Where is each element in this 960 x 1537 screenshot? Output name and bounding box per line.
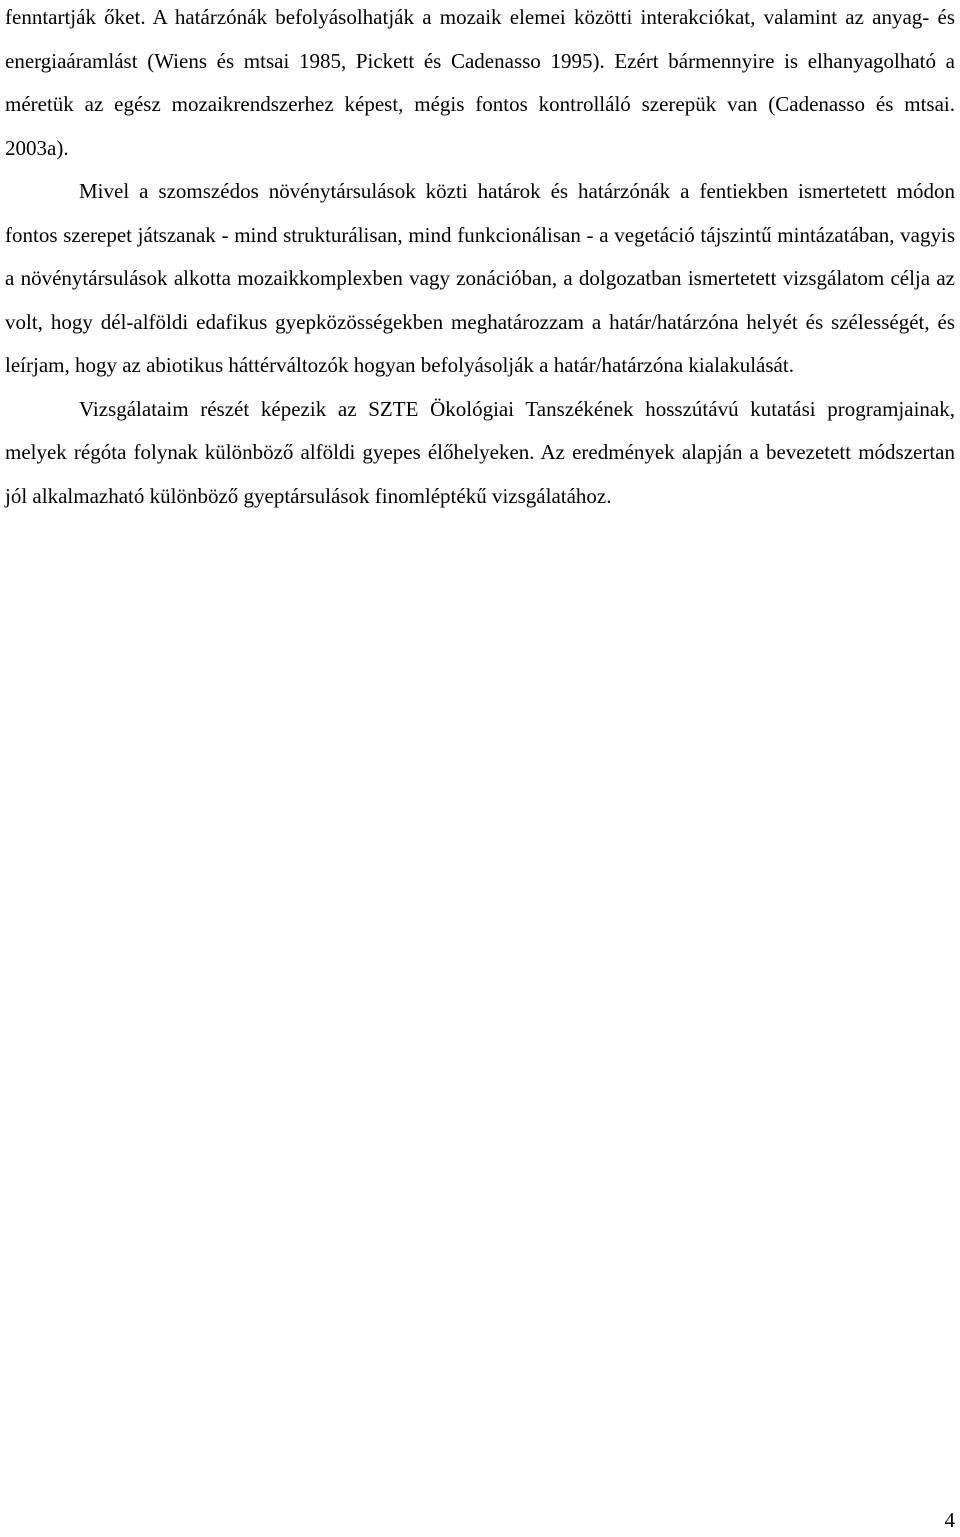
document-page (5, 0, 955, 518)
page-number: 4 (944, 1508, 955, 1532)
paragraph-aim: Mivel a szomszédos növénytársulások közti határok és határzónák a fentiekben ismertetett módon fontos szerepet játszanak - mind strukturálisan, mind funkcionálisan - a vegetáció tájszintű mintázatában, vagyis a növénytársulások alkotta mozaikkomplexben vagy zonációban, a dolgozatban ismertetett vizsgálatom célja az volt, hogy dél-alföldi edafikus gyepközösségekben meghatározzam a határ/határzóna helyét és szélességét, és leírjam, hogy az abiotikus háttérváltozók hogyan befolyásolják a határ/határzóna kialakulását. (5, 179, 955, 377)
paragraph-continuation: fenntartják őket. A határzónák befolyásolhatják a mozaik elemei közötti interakciókat, valamint az anyag- és energiaáramlást (Wiens és mtsai 1985, Pickett és Cadenasso 1995). Ezért bármennyire is elhanyagolható a méretük az egész mozaikrendszerhez képest, mégis fontos kontrolláló szerepük van (Cadenasso és mtsai. 2003a). (5, 5, 955, 160)
paragraph-context: Vizsgálataim részét képezik az SZTE Ökológiai Tanszékének hosszútávú kutatási programjainak, melyek régóta folynak különböző alföldi gyepes élőhelyeken. Az eredmények alapján a bevezetett módszertan jól alkalmazható különböző gyeptársulások finomléptékű vizsgálatához. (5, 396, 955, 508)
